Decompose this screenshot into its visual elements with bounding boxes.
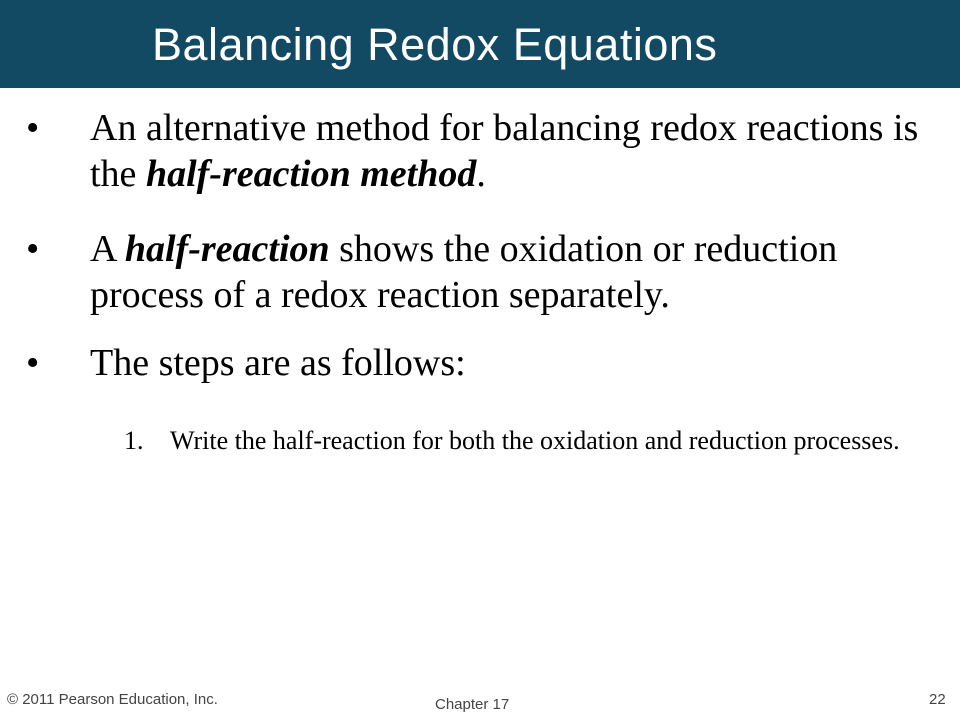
slide-title: Balancing Redox Equations: [152, 19, 718, 70]
step-text: Write the half-reaction for both the oxidation and reduction processes.: [170, 426, 900, 455]
bullet-emphasis: half-reaction: [124, 228, 330, 270]
bullet-text: [90, 105, 950, 197]
bullet-text: [90, 340, 950, 386]
footer-copyright: © 2011 Pearson Education, Inc.: [7, 691, 218, 708]
bullet-text: [90, 226, 950, 318]
bullet-text-segment: A: [90, 228, 125, 270]
bullet-emphasis: half-reaction method: [145, 153, 477, 195]
footer-page-number: 22: [929, 691, 946, 708]
bullet-text-segment: An alternative method for balancing redox reactions is the: [90, 107, 919, 195]
step-number: 1.: [124, 426, 144, 455]
bullet-text-segment: The steps are as follows:: [90, 342, 466, 384]
bullet-text-segment: .: [476, 153, 486, 195]
bullet-marker: •: [26, 228, 40, 270]
title-bar: [0, 0, 960, 88]
bullet-marker: •: [26, 107, 40, 149]
bullet-text-segment: shows the oxidation or reduction process of a redox reaction separately.: [90, 228, 838, 316]
footer-chapter: Chapter 17: [435, 696, 510, 713]
bullet-marker: •: [26, 342, 40, 384]
